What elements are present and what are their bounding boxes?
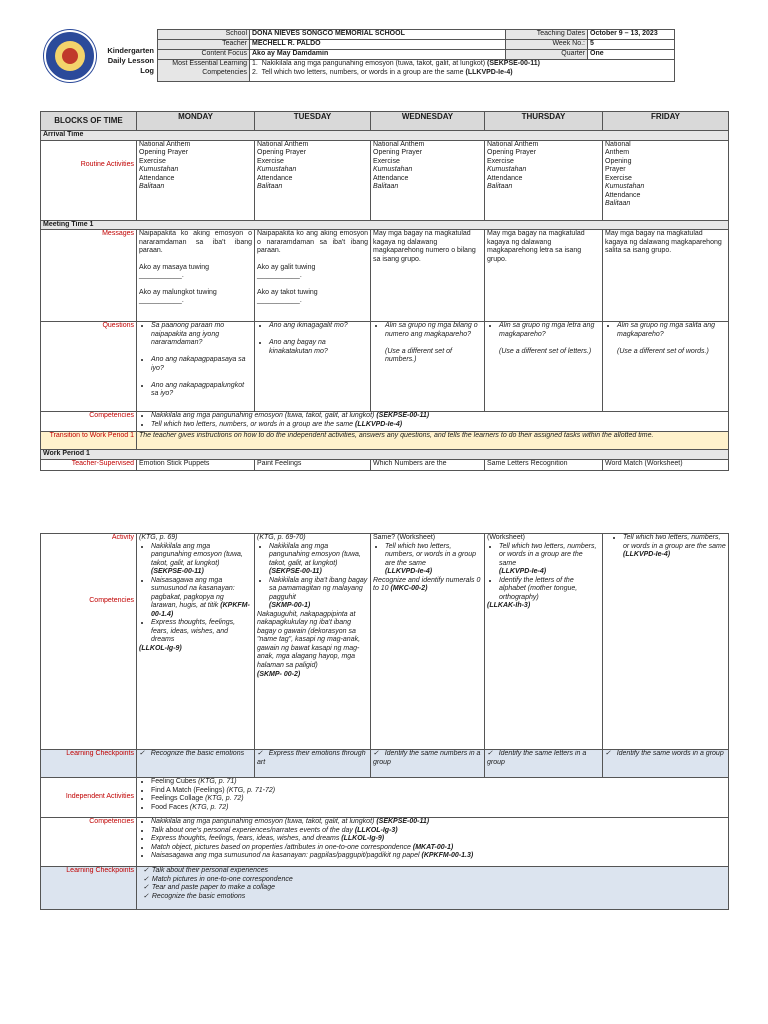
checkpoint-tuesday: ✓ Express their emotions through art <box>255 750 371 778</box>
monday-header: MONDAY <box>137 112 255 131</box>
header-table <box>157 29 675 82</box>
routine-tuesday: National Anthem Opening Prayer Exercise Kumustahan Attendance Balitaan <box>255 140 371 220</box>
activity-thursday: (Worksheet) • Tell which two letters, numbers, or words in a group are the same (LLKVPD-Ie-4) • Identify the letters of the alphabet (mother tongue, orthography) (LLKAK-Ih-3) <box>485 534 603 750</box>
daily-lesson-log-label: Daily Lesson Log <box>107 56 154 76</box>
ts-thursday: Same Letters Recognition <box>485 459 603 470</box>
independent-competencies-label: Competencies <box>41 818 137 867</box>
week-value: 5 <box>588 40 675 50</box>
ts-monday: Emotion Stick Puppets <box>137 459 255 470</box>
tuesday-header: TUESDAY <box>255 112 371 131</box>
transition-text: The teacher gives instructions on how to do the independent activities, answers any questions, and tells the learners to do their assigned tasks within the allotted time. <box>137 432 729 450</box>
ts-wednesday: Which Numbers are the <box>371 459 485 470</box>
deped-seal-logo <box>44 30 96 82</box>
work-period-1-section: Work Period 1 <box>41 450 729 460</box>
independent-competencies-list: • Nakikilala ang mga pangunahing emosyon (tuwa, takot, galit, at lungkot) (SEKPSE-00-11) • Talk about one's personal experiences/narrates events of the day (LLKOL-Ig-3) • Express thoughts, feelings, fears, ideas, wishes, and dreams (LLKOL-Ig-9) • Match object, pictures based on properties /attributes in one-to-one correspondence (MKAT-00-1) • Naisasagawa ang mga sumusunod na kasanayan: pagpilas/paggupit/pagdikit ng papel (KPKFM-00-1.3) <box>137 818 729 867</box>
questions-friday: • Alin sa grupo ng mga salita ang magkapareho? (Use a different set of words.) <box>603 322 729 412</box>
independent-activities-list: • Feeling Cubes (KTG, p. 71) • Find A Match (Feelings) (KTG, p. 71-72) • Feelings Collage (KTG, p. 72) • Food Faces (KTG, p. 72) <box>137 778 729 818</box>
questions-wednesday: • Alin sa grupo ng mga bilang o numero ang magkapareho? (Use a different set of numbers.) <box>371 322 485 412</box>
questions-thursday: • Alin sa grupo ng mga letra ang magkapareho? (Use a different set of letters.) <box>485 322 603 412</box>
blocks-of-time-header: BLOCKS OF TIME <box>41 112 137 131</box>
routine-friday: National Anthem Opening Prayer Exercise Kumustahan Attendance Balitaan <box>603 140 729 220</box>
routine-monday: National Anthem Opening Prayer Exercise Kumustahan Attendance Balitaan <box>137 140 255 220</box>
teaching-dates-label: Teaching Dates <box>506 30 588 40</box>
thursday-header: THURSDAY <box>485 112 603 131</box>
content-focus-value: Ako ay May Damdamin <box>250 50 506 60</box>
dll-table-page-1 <box>40 111 729 471</box>
quarter-value: One <box>588 50 675 60</box>
teacher-value: MECHELL R. PALDO <box>250 40 506 50</box>
content-focus-label: Content Focus <box>158 50 250 60</box>
routine-thursday: National Anthem Opening Prayer Exercise Kumustahan Attendance Balitaan <box>485 140 603 220</box>
dll-table-page-2 <box>40 533 729 910</box>
checkpoint-wednesday: ✓ Identify the same numbers in a group <box>371 750 485 778</box>
melc-item-2: 2. Tell which two letters, numbers, or words in a group are the same (LLKVPD-Ie-4) <box>252 68 513 76</box>
routine-activities-label: Routine Activities <box>41 140 137 220</box>
messages-monday: Naipapakita ko aking emosyon o nararamdaman sa iba't ibang paraan. Ako ay masaya tuwing ___________. Ako ay malungkot tuwing ___________. <box>137 230 255 322</box>
independent-checkpoints-label: Learning Checkpoints <box>41 867 137 910</box>
checkpoint-friday: ✓ Identify the same words in a group <box>603 750 729 778</box>
routine-wednesday: National Anthem Opening Prayer Exercise Kumustahan Attendance Balitaan <box>371 140 485 220</box>
melc-list <box>250 60 675 82</box>
ts-friday: Word Match (Worksheet) <box>603 459 729 470</box>
activity-competencies-label: Activity Competencies <box>41 534 137 750</box>
school-value: DOÑA NIEVES SONGCO MEMORIAL SCHOOL <box>250 30 506 40</box>
teacher-label: Teacher <box>158 40 250 50</box>
teaching-dates-value: October 9 – 13, 2023 <box>588 30 675 40</box>
friday-header: FRIDAY <box>603 112 729 131</box>
week-label: Week No.: <box>506 40 588 50</box>
competencies-label: Competencies <box>41 412 137 432</box>
independent-activities-label: Independent Activities <box>41 778 137 818</box>
melc-label: Most Essential Learning Competencies <box>158 60 250 82</box>
teacher-supervised-label: Teacher-Supervised <box>41 459 137 470</box>
quarter-label: Quarter <box>506 50 588 60</box>
wednesday-header: WEDNESDAY <box>371 112 485 131</box>
ts-tuesday: Paint Feelings <box>255 459 371 470</box>
activity-monday: (KTG, p. 69) • Nakikilala ang mga pangunahing emosyon (tuwa, takot, galit, at lungkot) (SEKPSE-00-11) • Naisasagawa ang mga sumusunod na kasanayan: pagbakat, pagkopya ng larawan, hugis, at titik (KPKFM-00-1.4) • Express thoughts, feelings, fears, ideas, wishes, and dreams (LLKOL-Ig-9) <box>137 534 255 750</box>
activity-tuesday: (KTG, p. 69-70) • Nakikilala ang mga pangunahing emosyon (tuwa, takot, galit, at lungkot) (SEKPSE-00-11) • Nakikilala ang iba't ibang bagay sa pamamagitan ng malayang pagguhit (SKMP-00-1) Nakaguguhit, nakapagpipinta at nakapagkukulay ng iba't ibang bagay o gawain (dekorasyon sa "name tag", kasapi ng mag-anak, gawain ng bawat kasapi ng mag-anak, mga alagang hayop, mga halaman sa paligid) (SKMP- 00-2) <box>255 534 371 750</box>
questions-tuesday: • Ano ang ikinagagalit mo? • Ano ang bagay na kinakatakutan mo? <box>255 322 371 412</box>
checkpoint-thursday: ✓ Identify the same letters in a group <box>485 750 603 778</box>
messages-label: Messages <box>41 230 137 322</box>
learning-checkpoints-label: Learning Checkpoints <box>41 750 137 778</box>
meeting-time-1-section: Meeting Time 1 <box>41 220 729 230</box>
melc-item-1: 1. Nakikilala ang mga pangunahing emosyon (tuwa, takot, galit, at lungkot) (SEKPSE-00-11) <box>252 60 540 67</box>
independent-checkpoints-list: ✓ Talk about their personal experiences ✓ Match pictures in one-to-one correspondence ✓ Tear and paste paper to make a collage ✓ Recognize the basic emotions <box>137 867 729 910</box>
checkpoint-monday: ✓ Recognize the basic emotions <box>137 750 255 778</box>
messages-tuesday: Naipapakita ko ang aking emosyon o nararamdaman sa iba't ibang paraan. Ako ay galit tuwing ___________. Ako ay takot tuwing ___________. <box>255 230 371 322</box>
log-title-block <box>96 46 154 76</box>
arrival-time-section: Arrival Time <box>41 131 729 141</box>
messages-wednesday: May mga bagay na magkatulad kagaya ng dalawang magkaparehong numero o bilang sa isang grupo. <box>371 230 485 322</box>
transition-label: Transition to Work Period 1 <box>41 432 137 450</box>
questions-monday: • Sa paanong paraan mo naipapakita ang iyong nararamdaman? • Ano ang nakapagpapasaya sa iyo? • Ano ang nakapagpapalungkot sa iyo? <box>137 322 255 412</box>
school-label: School <box>158 30 250 40</box>
kindergarten-label: Kindergarten <box>107 46 154 55</box>
activity-friday: • Tell which two letters, numbers, or words in a group are the same (LLKVPD-Ie-4) <box>603 534 729 750</box>
messages-thursday: May mga bagay na magkatulad kagaya ng dalawang magkaparehong letra sa isang grupo. <box>485 230 603 322</box>
meeting-competencies: • Nakikilala ang mga pangunahing emosyon (tuwa, takot, galit, at lungkot) (SEKPSE-00-11) • Tell which two letters, numbers, or words in a group are the same (LLKVPD-Ie-4) <box>137 412 729 432</box>
messages-friday: May mga bagay na magkatulad kagaya ng dalawang magkaparehong salita sa isang grupo. <box>603 230 729 322</box>
activity-wednesday: Same? (Worksheet) • Tell which two letters, numbers, or words in a group are the same (LLKVPD-Ie-4) Recognize and identify numerals 0 to 10 (MKC-00-2) <box>371 534 485 750</box>
questions-label: Questions <box>41 322 137 412</box>
